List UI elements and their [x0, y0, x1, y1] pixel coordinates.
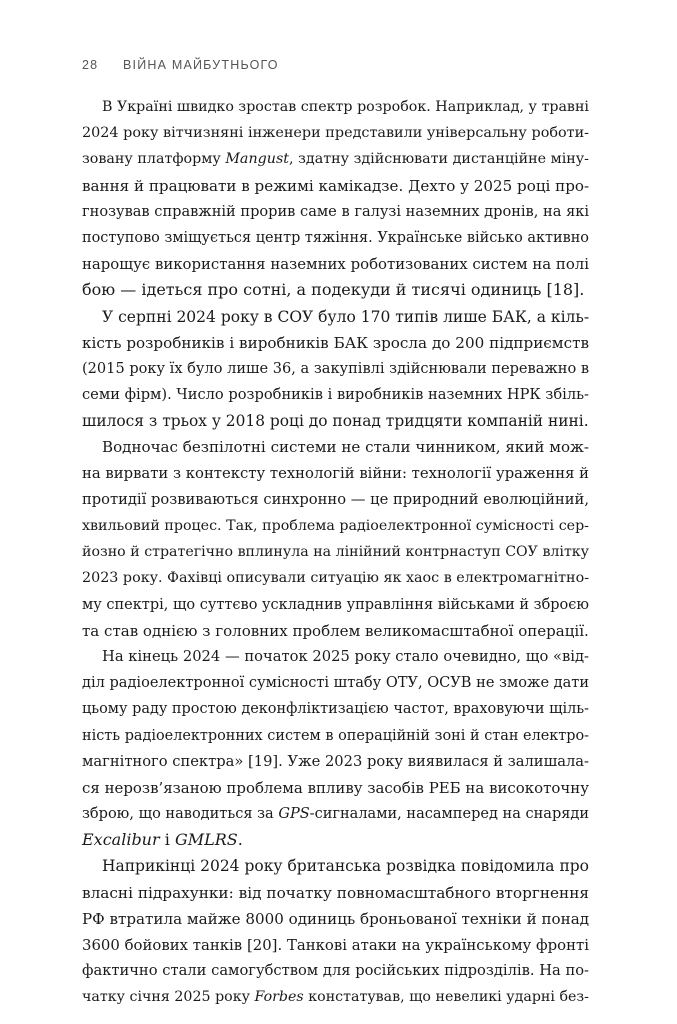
paragraph — [82, 853, 589, 1010]
text-line: чатку січня 2025 року Forbes констатував, що невеликі ударні без- — [82, 989, 589, 1006]
text-line: семи фірм). Число розробників і виробників наземних НРК збіль- — [82, 386, 589, 404]
text-line: кість розробників і виробників БАК зросла до 200 підприємств — [82, 333, 589, 352]
text-line: зовану платформу Mangust, здатну здійснювати дистанційне міну- — [82, 151, 589, 168]
text-line: му спектрі, що суттєво ускладнив управління військами й зброєю — [82, 596, 589, 613]
running-head — [82, 58, 279, 72]
body-text — [82, 94, 589, 1011]
text-line: зброю, що наводиться за GPS-сигналами, насамперед на снаряди — [82, 806, 590, 823]
text-line: У серпні 2024 року в СОУ було 170 типів лише БАК, а кіль- — [102, 307, 590, 326]
text-line: 3600 бойових танків [20]. Танкові атаки на українському фронті — [82, 936, 589, 954]
text-line: Водночас безпілотні системи не стали чинником, який мож- — [102, 438, 589, 457]
text-line: хвильовий процес. Так, проблема радіоелектронної сумісності сер- — [82, 518, 589, 534]
text-line: магнітного спектра» [19]. Уже 2023 року виявилася й залишала- — [82, 752, 589, 770]
text-line: фактично стали самогубством для російських підрозділів. На по- — [82, 962, 589, 980]
text-line: протидії розвиваються синхронно — це природний еволюційний, — [82, 490, 589, 508]
text-line: на вирвати з контексту технологій війни: технології ураження й — [82, 464, 589, 482]
text-line: поступово зміщується центр тяжіння. Українське військо активно — [82, 229, 589, 246]
text-line: Excalibur і GMLRS. — [82, 830, 243, 850]
text-line: (2015 року їх було лише 36, а закупівлі здійснювали переважно в — [82, 359, 590, 377]
text-line: йозно й стратегічно вплинула на лінійний контрнаступ СОУ влітку — [82, 544, 589, 561]
text-line: В Україні швидко зростав спектр розробок. Наприклад, у травні — [102, 99, 589, 115]
page-number: 28 — [82, 58, 99, 72]
text-line: шилося з трьох у 2018 році до понад тридцяти компаній нині. — [82, 412, 589, 431]
text-line: та став однією з головних проблем великомасштабної операції. — [82, 621, 589, 640]
text-line: РФ втратила майже 8000 одиниць броньованої техніки й понад — [82, 909, 590, 928]
text-line: 2024 року вітчизняні інженери представили універсальну роботи- — [82, 125, 589, 142]
text-line: ність радіоелектронних систем в операційній зоні й стан електро- — [82, 727, 589, 744]
paragraph — [82, 644, 589, 854]
book-title: ВІЙНА МАЙБУТНЬОГО — [123, 58, 279, 72]
text-line: вання й працювати в режимі камікадзе. Дехто у 2025 році про- — [82, 176, 590, 195]
text-line: цьому раду простою деконфліктизацією частот, враховуючи щіль- — [82, 701, 589, 718]
text-line: бою — ідеться про сотні, а подекуди й тисячі одиниць [18]. — [82, 280, 585, 300]
text-line: нарощує використання наземних роботизованих систем на полі — [82, 255, 589, 274]
paragraph — [82, 94, 589, 304]
text-line: гнозував справжній прорив саме в галузі наземних дронів, на які — [82, 202, 589, 220]
text-line: 2023 року. Фахівці описували ситуацію як хаос в електромагнітно- — [82, 570, 590, 587]
paragraph — [82, 304, 589, 435]
text-line: Наприкінці 2024 року британська розвідка повідомила про — [102, 857, 589, 876]
text-line: ся нерозв’язаною проблема впливу засобів РЕБ на високоточну — [82, 778, 589, 797]
paragraph — [82, 434, 589, 644]
text-line: власні підрахунки: від початку повномасштабного вторгнення — [82, 883, 589, 902]
text-line: діл радіоелектронної сумісності штабу ОТУ, ОСУВ не зможе дати — [82, 674, 590, 692]
text-line: На кінець 2024 — початок 2025 року стало очевидно, що «від- — [102, 647, 589, 665]
